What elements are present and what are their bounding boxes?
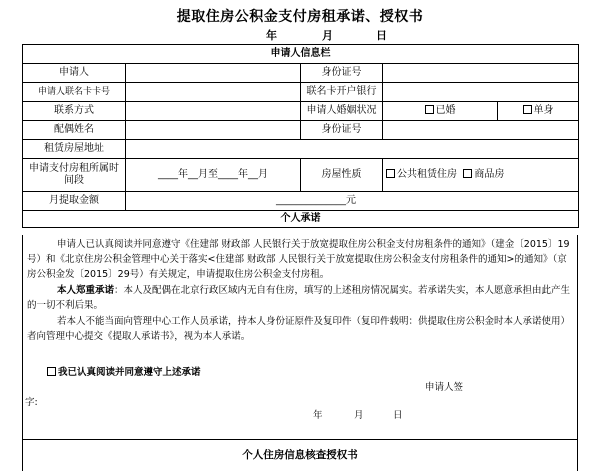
house-nature-label: 房屋性质 xyxy=(301,159,383,192)
pledge-body xyxy=(22,235,578,440)
pledge-paragraph-1: 申请人已认真阅读并同意遵守《住建部 财政部 人民银行关于放宽提取住房公积金支付房租条件的通知》（建金〔2015〕19号）和《北京住房公积金管理中心关于落实<住建部 财政部 人民银行关于放宽提取住房公积金支付房租条件的通知>的通知》（京房公积金发〔2015〕29号）有关规定，申请提取住房公积金支付房租。 xyxy=(27,239,570,280)
authorization-header: 个人住房信息核查授权书 xyxy=(22,440,578,471)
bank-field[interactable] xyxy=(383,83,579,102)
pledge-section-header: 个人承诺 xyxy=(23,211,579,228)
pledge-paragraph-2 xyxy=(27,283,574,313)
monthly-amount-field[interactable]: ______________元 xyxy=(126,192,579,211)
spouse-name-field[interactable] xyxy=(126,121,301,140)
date-line xyxy=(0,27,600,41)
pledge-confirm[interactable] xyxy=(47,365,201,380)
house-nature-options xyxy=(383,159,579,192)
bank-label: 联名卡开户银行 xyxy=(301,83,383,102)
sign-day: 日 xyxy=(393,410,403,421)
public-rental-label: 公共租赁住房 xyxy=(397,169,457,180)
spouse-id-label: 身份证号 xyxy=(301,121,383,140)
date-day: 日 xyxy=(376,29,387,42)
married-option[interactable] xyxy=(383,102,498,121)
confirm-checkbox[interactable] xyxy=(47,367,56,376)
card-number-label: 申请人联名卡卡号 xyxy=(23,83,126,102)
pledge-paragraph-2-text: ：本人及配偶在北京行政区域内无自有住房，填写的上述租房情况属实。若承诺失实，本人愿意承担由此产生的一切不利后果。 xyxy=(27,285,571,311)
date-month: 月 xyxy=(322,29,333,42)
contact-field[interactable] xyxy=(126,102,301,121)
pledge-paragraph-3: 若本人不能当面向管理中心工作人员承诺，持本人身份证原件及复印件（复印件载明：供提取住房公积金时本人承诺使用）者向管理中心提交《提取人承诺书》，视为本人承诺。 xyxy=(27,316,571,342)
sign-month: 月 xyxy=(354,410,364,421)
applicant-info-table xyxy=(22,44,579,228)
single-checkbox[interactable] xyxy=(523,105,532,114)
pledge-solemn-label: 本人郑重承诺 xyxy=(57,285,115,296)
rent-period-field[interactable]: ____年__月至____年__月 xyxy=(126,159,301,192)
applicant-name-label: 申请人 xyxy=(23,64,126,83)
married-checkbox[interactable] xyxy=(425,105,434,114)
rental-address-label: 租赁房屋地址 xyxy=(23,140,126,159)
confirm-label: 我已认真阅读并同意遵守上述承诺 xyxy=(58,367,201,378)
form-title: 提取住房公积金支付房租承诺、授权书 xyxy=(176,9,424,25)
applicant-id-label: 身份证号 xyxy=(301,64,383,83)
spouse-name-label: 配偶姓名 xyxy=(23,121,126,140)
spouse-id-field[interactable] xyxy=(383,121,579,140)
rent-period-label: 申请支付房租所属时间段 xyxy=(23,159,126,192)
monthly-amount-label: 月提取金额 xyxy=(23,192,126,211)
contact-label: 联系方式 xyxy=(23,102,126,121)
date-year: 年 xyxy=(266,29,277,42)
rental-address-field[interactable] xyxy=(126,140,579,159)
applicant-section-header: 申请人信息栏 xyxy=(23,45,579,64)
public-rental-checkbox[interactable] xyxy=(386,169,395,178)
applicant-signature-label: 申请人签 xyxy=(425,382,464,393)
applicant-id-field[interactable] xyxy=(383,64,579,83)
marital-status-label: 申请人婚姻状况 xyxy=(301,102,383,121)
single-label: 单身 xyxy=(533,105,554,116)
commercial-checkbox[interactable] xyxy=(463,169,472,178)
sign-year: 年 xyxy=(313,410,323,421)
commercial-label: 商品房 xyxy=(474,169,505,180)
single-option[interactable] xyxy=(498,102,579,121)
applicant-name-field[interactable] xyxy=(126,64,301,83)
card-number-field[interactable] xyxy=(126,83,301,102)
signature-suffix: 字: xyxy=(25,397,38,408)
married-label: 已婚 xyxy=(435,105,456,116)
